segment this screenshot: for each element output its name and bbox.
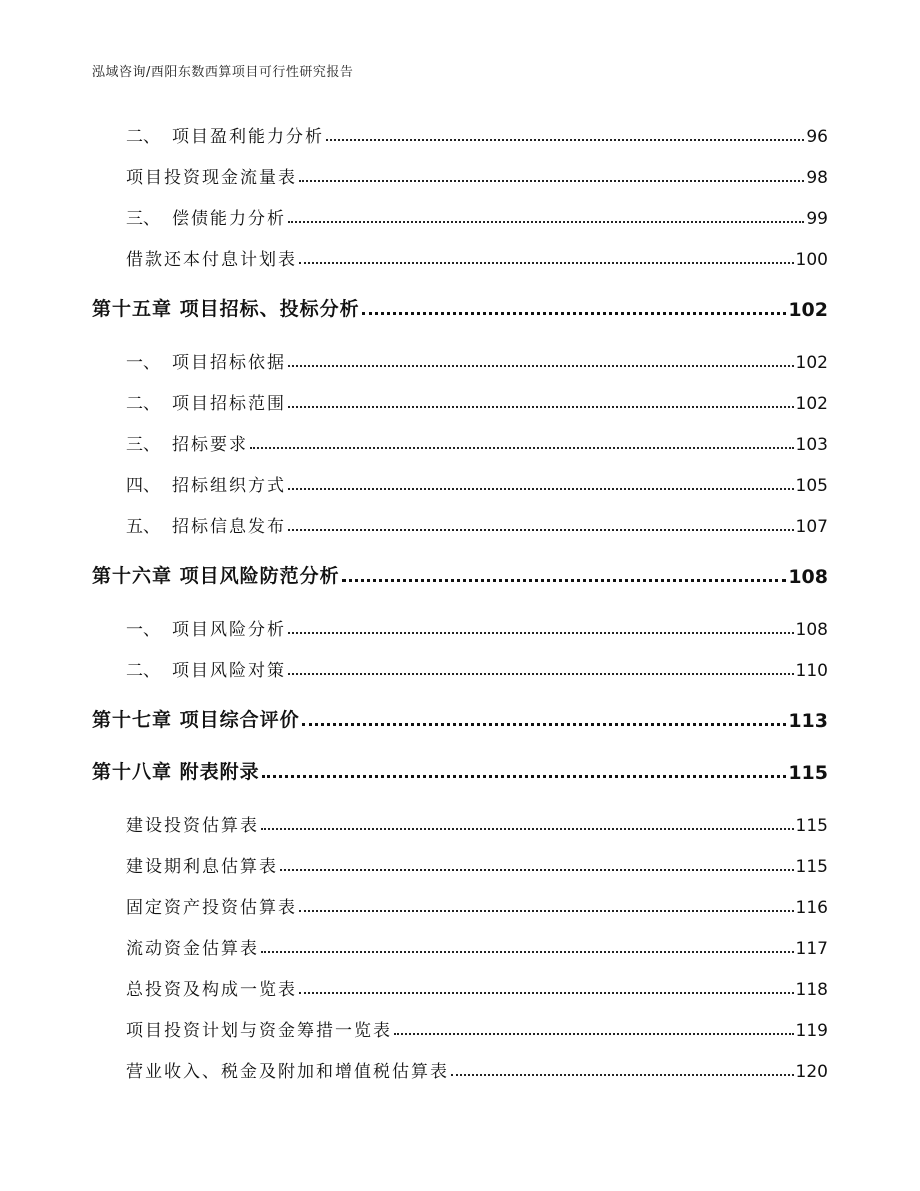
toc-page-number: 115 bbox=[795, 857, 828, 877]
toc-page-number: 116 bbox=[795, 898, 828, 918]
toc-entry-label bbox=[126, 656, 286, 681]
toc-page-number: 98 bbox=[806, 168, 828, 188]
toc-section-entry[interactable] bbox=[0, 970, 920, 1000]
toc-entry-number: 二、 bbox=[126, 394, 160, 414]
toc-dot-leader bbox=[394, 1033, 794, 1035]
toc-page-number: 115 bbox=[795, 816, 828, 836]
toc-page-number: 102 bbox=[795, 353, 828, 373]
toc-entry-title: 建设期利息估算表 bbox=[126, 857, 278, 877]
toc-dot-leader bbox=[362, 312, 787, 315]
toc-entry-label bbox=[126, 934, 259, 959]
toc-dot-leader bbox=[299, 262, 794, 264]
toc-page-number: 96 bbox=[806, 127, 828, 147]
page-header: 泓域咨询/酉阳东数西算项目可行性研究报告 bbox=[92, 65, 354, 80]
toc-dot-leader bbox=[451, 1074, 794, 1076]
toc-page-number: 102 bbox=[788, 299, 828, 321]
toc-entry-title: 招标组织方式 bbox=[172, 476, 286, 496]
toc-page-number: 107 bbox=[795, 517, 828, 537]
toc-chapter-entry[interactable] bbox=[0, 291, 920, 321]
toc-dot-leader bbox=[302, 723, 787, 726]
toc-dot-leader bbox=[261, 828, 794, 830]
toc-entry-label bbox=[126, 893, 297, 918]
toc-entry-title: 项目招标依据 bbox=[172, 353, 286, 373]
toc-page-number: 99 bbox=[806, 209, 828, 229]
toc-entry-label bbox=[92, 757, 260, 784]
toc-chapter-entry[interactable] bbox=[0, 702, 920, 732]
toc-entry-title: 第十八章 附表附录 bbox=[92, 761, 260, 783]
toc-entry-label bbox=[92, 294, 360, 321]
toc-dot-leader bbox=[250, 447, 794, 449]
toc-entry-title: 第十七章 项目综合评价 bbox=[92, 709, 300, 731]
toc-entry-title: 第十五章 项目招标、投标分析 bbox=[92, 298, 360, 320]
toc-entry-title: 固定资产投资估算表 bbox=[126, 898, 297, 918]
toc-entry-title: 招标信息发布 bbox=[172, 517, 286, 537]
toc-page-number: 117 bbox=[795, 939, 828, 959]
toc-page-number: 110 bbox=[795, 661, 828, 681]
toc-dot-leader bbox=[326, 139, 804, 141]
toc-entry-label bbox=[126, 975, 297, 1000]
toc-entry-number: 二、 bbox=[126, 127, 160, 147]
toc-entry-title: 营业收入、税金及附加和增值税估算表 bbox=[126, 1062, 449, 1082]
toc-dot-leader bbox=[288, 488, 794, 490]
toc-entry-number: 三、 bbox=[126, 209, 160, 229]
toc-dot-leader bbox=[262, 775, 787, 778]
toc-entry-title: 第十六章 项目风险防范分析 bbox=[92, 565, 340, 587]
toc-entry-label bbox=[92, 561, 340, 588]
toc-section-entry[interactable] bbox=[0, 199, 920, 229]
toc-entry-number: 四、 bbox=[126, 476, 160, 496]
toc-page-number: 115 bbox=[788, 762, 828, 784]
toc-dot-leader bbox=[288, 365, 794, 367]
toc-entry-label bbox=[126, 163, 297, 188]
toc-section-entry[interactable] bbox=[0, 343, 920, 373]
toc-page-number: 118 bbox=[795, 980, 828, 1000]
toc-page-number: 120 bbox=[795, 1062, 828, 1082]
toc-entry-label bbox=[126, 852, 278, 877]
toc-entry-label bbox=[126, 615, 286, 640]
toc-entry-title: 偿债能力分析 bbox=[172, 209, 286, 229]
toc-entry-label bbox=[126, 389, 286, 414]
toc-entry-label bbox=[126, 811, 259, 836]
toc-entry-label bbox=[126, 204, 286, 229]
toc-section-entry[interactable] bbox=[0, 610, 920, 640]
toc-entry-label bbox=[126, 512, 286, 537]
toc-dot-leader bbox=[261, 951, 794, 953]
toc-section-entry[interactable] bbox=[0, 117, 920, 147]
toc-section-entry[interactable] bbox=[0, 507, 920, 537]
toc-dot-leader bbox=[299, 992, 794, 994]
toc-entry-number: 五、 bbox=[126, 517, 160, 537]
toc-entry-title: 项目投资现金流量表 bbox=[126, 168, 297, 188]
toc-section-entry[interactable] bbox=[0, 847, 920, 877]
toc-entry-number: 一、 bbox=[126, 620, 160, 640]
toc-dot-leader bbox=[288, 632, 794, 634]
toc-entry-label bbox=[126, 471, 286, 496]
toc-dot-leader bbox=[280, 869, 794, 871]
toc-section-entry[interactable] bbox=[0, 651, 920, 681]
toc-section-entry[interactable] bbox=[0, 425, 920, 455]
toc-dot-leader bbox=[288, 673, 794, 675]
toc-section-entry[interactable] bbox=[0, 240, 920, 270]
toc-dot-leader bbox=[288, 406, 794, 408]
toc-entry-title: 项目风险分析 bbox=[172, 620, 286, 640]
toc-entry-title: 总投资及构成一览表 bbox=[126, 980, 297, 1000]
toc-entry-number: 二、 bbox=[126, 661, 160, 681]
toc-dot-leader bbox=[288, 529, 794, 531]
toc-section-entry[interactable] bbox=[0, 929, 920, 959]
toc-entry-title: 项目招标范围 bbox=[172, 394, 286, 414]
toc-section-entry[interactable] bbox=[0, 806, 920, 836]
toc-entry-label bbox=[126, 348, 286, 373]
toc-dot-leader bbox=[299, 910, 794, 912]
toc-entry-label bbox=[126, 1057, 449, 1082]
toc-section-entry[interactable] bbox=[0, 466, 920, 496]
toc-entry-title: 项目盈利能力分析 bbox=[172, 127, 324, 147]
toc-page-number: 105 bbox=[795, 476, 828, 496]
toc-page-number: 103 bbox=[795, 435, 828, 455]
toc-section-entry[interactable] bbox=[0, 384, 920, 414]
toc-section-entry[interactable] bbox=[0, 158, 920, 188]
toc-entry-title: 建设投资估算表 bbox=[126, 816, 259, 836]
toc-section-entry[interactable] bbox=[0, 888, 920, 918]
toc-section-entry[interactable] bbox=[0, 1011, 920, 1041]
toc-dot-leader bbox=[299, 180, 804, 182]
toc-entry-number: 三、 bbox=[126, 435, 160, 455]
toc-entry-title: 借款还本付息计划表 bbox=[126, 250, 297, 270]
toc-entry-title: 招标要求 bbox=[172, 435, 248, 455]
toc-page-number: 119 bbox=[795, 1021, 828, 1041]
toc-dot-leader bbox=[288, 221, 804, 223]
toc-entry-label bbox=[126, 245, 297, 270]
toc-section-entry[interactable] bbox=[0, 1052, 920, 1082]
toc-entry-title: 项目投资计划与资金筹措一览表 bbox=[126, 1021, 392, 1041]
toc-page-number: 108 bbox=[795, 620, 828, 640]
toc-entry-label bbox=[126, 122, 324, 147]
toc-entry-label bbox=[92, 705, 300, 732]
toc-entry-label bbox=[126, 430, 248, 455]
toc-page-number: 100 bbox=[795, 250, 828, 270]
toc-dot-leader bbox=[342, 579, 787, 582]
toc-page-number: 108 bbox=[788, 566, 828, 588]
toc-page-number: 102 bbox=[795, 394, 828, 414]
toc-entry-number: 一、 bbox=[126, 353, 160, 373]
toc-entry-title: 项目风险对策 bbox=[172, 661, 286, 681]
toc-page-number: 113 bbox=[788, 710, 828, 732]
toc-entry-label bbox=[126, 1016, 392, 1041]
toc-chapter-entry[interactable] bbox=[0, 558, 920, 588]
toc-entry-title: 流动资金估算表 bbox=[126, 939, 259, 959]
toc-chapter-entry[interactable] bbox=[0, 754, 920, 784]
